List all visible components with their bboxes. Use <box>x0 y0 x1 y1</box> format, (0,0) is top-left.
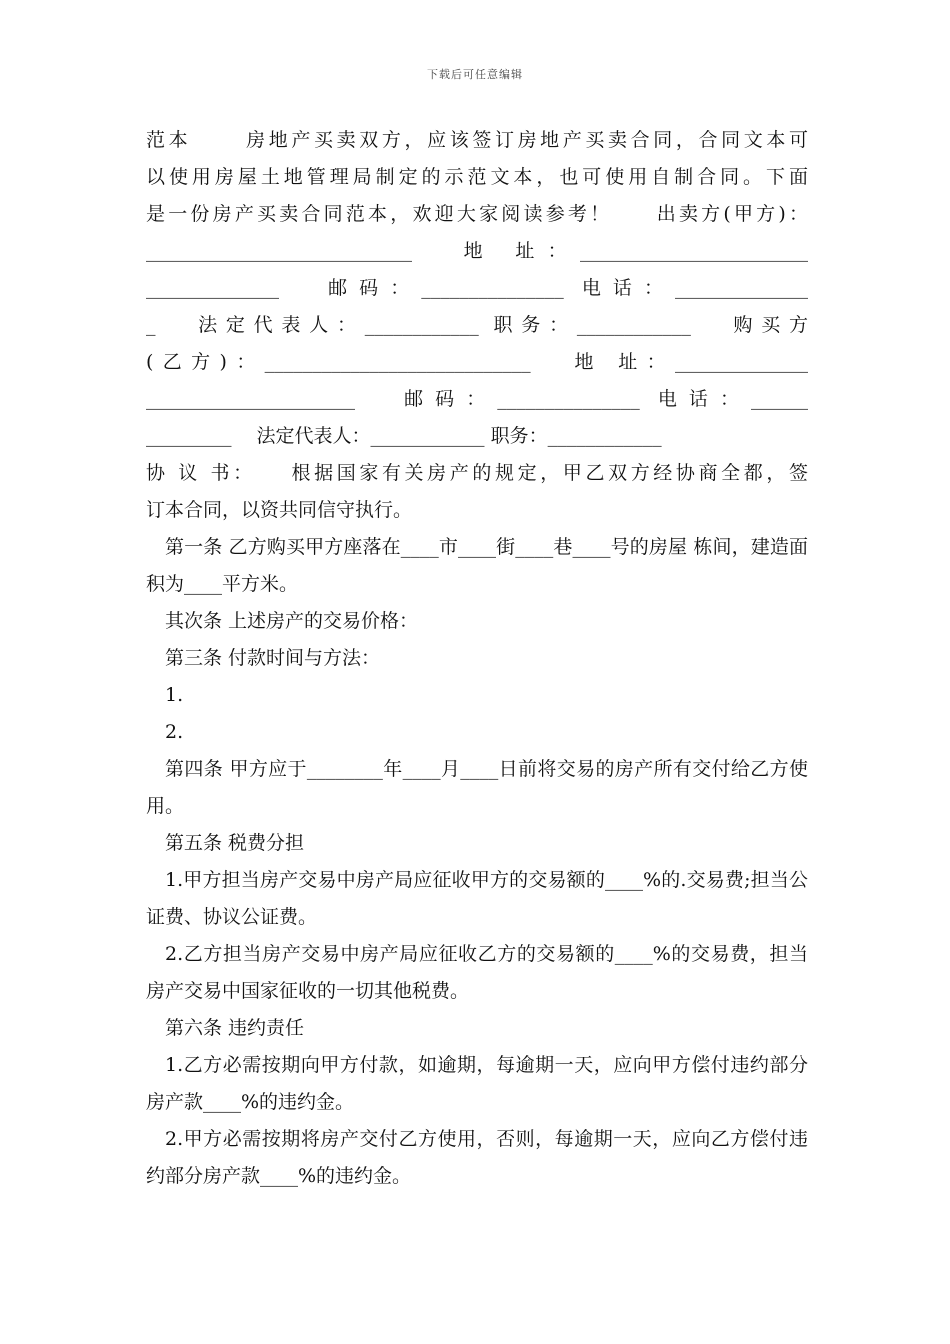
clause-4: 第四条 甲方应于________年____月____日前将交易的房产所有交付给乙方使用。 <box>146 758 808 817</box>
seller-postcode-line: ______________ 邮码：_______________ 电话：______________ <box>146 277 808 299</box>
clause-5: 第五条 税费分担 <box>165 832 305 854</box>
buyer-representative-line: _________ 法定代表人：____________ 职务：____________ <box>146 425 662 447</box>
buyer-name-line: (乙方)：____________________________ 地 址：______________ <box>146 351 808 373</box>
clause-3-item-1: 1. <box>165 684 184 706</box>
clause-5-item-2: 2.乙方担当房产交易中房产局应征收乙方的交易额的____%的交易费，担当房产交易中国家征收的一切其他税费。 <box>146 943 808 1002</box>
clause-3: 第三条 付款时间与方法： <box>165 647 381 669</box>
buyer-postcode-line: ______________________ 邮码：_______________ 电话：______ <box>146 388 808 410</box>
seller-name-line: ____________________________ 地 址：________________________ <box>146 240 808 262</box>
clause-3-item-2: 2. <box>165 721 184 743</box>
document-body <box>146 122 808 1195</box>
intro-line: 以使用房屋土地管理局制定的示范文本，也可使用自制合同。下面 <box>146 166 808 188</box>
clause-2: 其次条 上述房产的交易价格： <box>165 610 419 632</box>
clause-6-item-2: 2.甲方必需按期将房产交付乙方使用，否则，每逾期一天，应向乙方偿付违约部分房产款____%的违约金。 <box>146 1128 808 1187</box>
clause-5-item-1: 1.甲方担当房产交易中房产局应征收甲方的交易额的____%的.交易费;担当公证费、协议公证费。 <box>146 869 808 928</box>
intro-section <box>146 122 808 529</box>
agreement-line-end: 订本合同，以资共同信守执行。 <box>146 499 413 521</box>
clause-6-item-1: 1.乙方必需按期向甲方付款，如逾期，每逾期一天，应向甲方偿付违约部分房产款____%的违约金。 <box>146 1054 808 1113</box>
clause-1: 第一条 乙方购买甲方座落在____市____街____巷____号的房屋 栋间，建造面积为____平方米。 <box>146 536 808 595</box>
page-header: 下载后可任意编辑 <box>427 68 523 81</box>
seller-representative-line: _ 法定代表人：____________ 职务：____________ 购买方 <box>146 314 808 336</box>
clause-6: 第六条 违约责任 <box>165 1017 305 1039</box>
intro-line: 是一份房产买卖合同范本，欢迎大家阅读参考！ 出卖方(甲方)： <box>146 203 808 225</box>
agreement-line: 协 议 书： 根据国家有关房产的规定，甲乙双方经协商全都，签 <box>146 462 808 484</box>
intro-line: 范本 房地产买卖双方，应该签订房地产买卖合同，合同文本可 <box>146 129 808 151</box>
